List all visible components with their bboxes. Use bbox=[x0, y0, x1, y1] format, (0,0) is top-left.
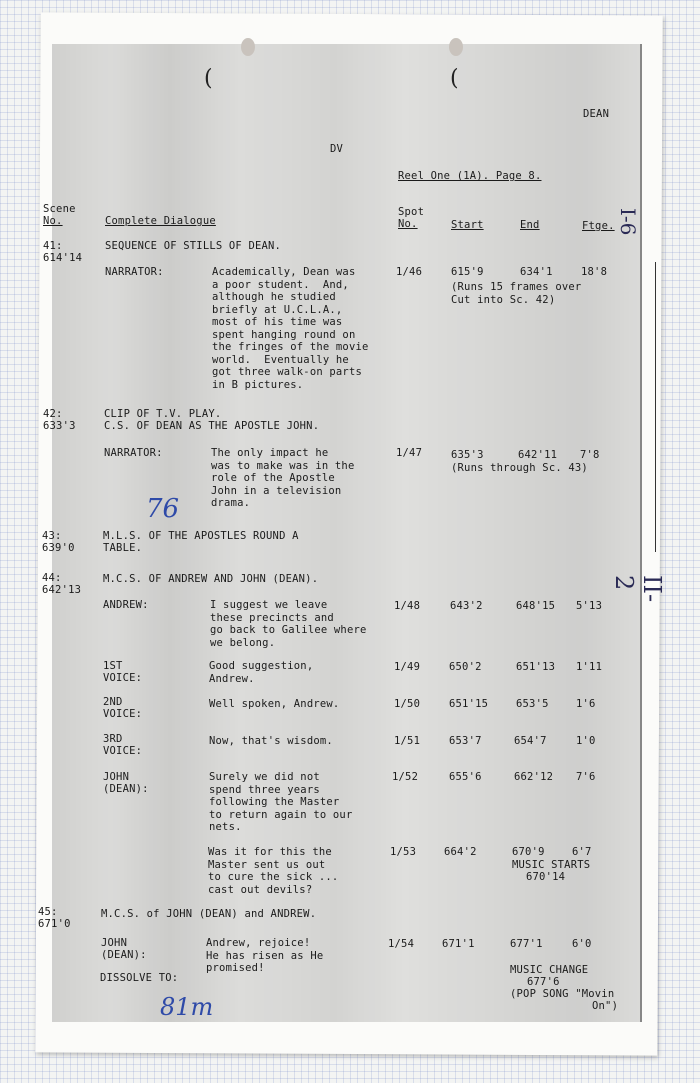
scene-41-note: Cut into Sc. 42) bbox=[451, 293, 556, 306]
andrew-speaker: ANDREW: bbox=[103, 599, 149, 611]
dissolve-to: DISSOLVE TO: bbox=[100, 972, 179, 984]
scene-41-start: 615'9 bbox=[451, 266, 484, 278]
scene-42-speaker: NARRATOR: bbox=[104, 447, 163, 459]
col-spot-2: No. bbox=[398, 218, 418, 230]
scene-41-line: spent hanging round on bbox=[212, 328, 356, 341]
john2-line: to cure the sick ... bbox=[208, 871, 339, 883]
scene-42-heading-2: C.S. OF DEAN AS THE APOSTLE JOHN. bbox=[104, 420, 320, 432]
voice3-line: Now, that's wisdom. bbox=[209, 735, 333, 747]
col-dialogue: Complete Dialogue bbox=[105, 215, 216, 227]
voice1-line: Andrew. bbox=[209, 672, 255, 685]
andrew-end: 648'15 bbox=[516, 600, 556, 612]
scene-41-spot: 1/46 bbox=[396, 266, 423, 278]
scene-44-feet: 642'13 bbox=[42, 584, 82, 596]
margin-bracket-line bbox=[655, 262, 656, 552]
john2-end: 670'9 bbox=[512, 846, 545, 858]
voice1-line: Good suggestion, bbox=[209, 660, 314, 672]
pop-song: (POP SONG "Movin bbox=[510, 988, 615, 1000]
music-change-time: 677'6 bbox=[527, 976, 560, 988]
scene-41-line: got three walk-on parts bbox=[212, 366, 362, 378]
scene-41-end: 634'1 bbox=[520, 266, 553, 278]
john-line: Surely we did not bbox=[209, 771, 320, 783]
john2-line: cast out devils? bbox=[208, 883, 313, 896]
scene-41-line: briefly at U.C.L.A., bbox=[212, 303, 343, 316]
john-line: spend three years bbox=[209, 783, 320, 796]
voice1-start: 650'2 bbox=[449, 661, 482, 673]
handwritten-81m: 81m bbox=[160, 993, 214, 1021]
voice1-ftge: 1'11 bbox=[576, 661, 603, 673]
voice3-speaker: 3RD bbox=[103, 733, 123, 745]
col-spot-1: Spot bbox=[398, 206, 425, 218]
scene-43-feet: 639'0 bbox=[42, 542, 75, 554]
andrew-line: go back to Galilee where bbox=[210, 624, 367, 636]
scene-41-note: (Runs 15 frames over bbox=[451, 281, 582, 293]
scene-42-start: 635'3 bbox=[451, 449, 484, 461]
andrew-line: these precincts and bbox=[210, 611, 334, 624]
scene-43-number: 43: bbox=[42, 530, 62, 542]
pop-song-end: On") bbox=[592, 1000, 619, 1012]
margin-note-roman-2: II-2 bbox=[610, 575, 666, 603]
john-start: 655'6 bbox=[449, 771, 482, 783]
john-45-speaker: JOHN bbox=[101, 937, 128, 949]
col-scene-1: Scene bbox=[43, 203, 76, 215]
music-starts: MUSIC STARTS bbox=[512, 858, 591, 871]
scene-41-line: although he studied bbox=[212, 291, 336, 303]
scene-42-note: (Runs through Sc. 43) bbox=[451, 461, 588, 474]
scene-45-heading: M.C.S. of JOHN (DEAN) and ANDREW. bbox=[101, 908, 317, 920]
binder-mark-right: ( bbox=[450, 66, 459, 91]
scene-42-spot: 1/47 bbox=[396, 447, 423, 459]
andrew-ftge: 5'13 bbox=[576, 600, 603, 612]
scene-42-end: 642'11 bbox=[518, 449, 558, 461]
john2-ftge: 6'7 bbox=[572, 846, 592, 858]
scene-41-heading: SEQUENCE OF STILLS OF DEAN. bbox=[105, 240, 282, 252]
john-spot: 1/52 bbox=[392, 771, 419, 783]
music-starts-time: 670'14 bbox=[526, 871, 566, 883]
scene-45-line: promised! bbox=[206, 962, 265, 974]
voice3-start: 653'7 bbox=[449, 735, 482, 747]
scene-41-line: in B pictures. bbox=[212, 378, 304, 391]
scene-41-line: a poor student. And, bbox=[212, 278, 349, 291]
voice1-speaker: 1ST bbox=[103, 660, 123, 672]
voice2-line: Well spoken, Andrew. bbox=[209, 698, 340, 710]
binder-mark-left: ( bbox=[204, 66, 213, 91]
col-scene-2: No. bbox=[43, 215, 63, 227]
scene-41-ftge: 18'8 bbox=[581, 266, 608, 278]
voice3-end: 654'7 bbox=[514, 735, 547, 747]
scene-41-line: world. Eventually he bbox=[212, 353, 349, 366]
scene-42-ftge: 7'8 bbox=[580, 449, 600, 461]
scene-41-line: the fringes of the movie bbox=[212, 341, 369, 353]
scene-45-feet: 671'0 bbox=[38, 918, 71, 930]
scene-44-number: 44: bbox=[42, 572, 62, 584]
john-end: 662'12 bbox=[514, 771, 554, 783]
john-speaker: JOHN bbox=[103, 771, 130, 783]
scene-42-line: role of the Apostle bbox=[211, 472, 335, 484]
voice2-spot: 1/50 bbox=[394, 698, 421, 710]
andrew-start: 643'2 bbox=[450, 600, 483, 612]
john2-start: 664'2 bbox=[444, 846, 477, 858]
scene-42-line: was to make was in the bbox=[211, 459, 355, 472]
col-ftge: Ftge. bbox=[582, 220, 615, 232]
scene-45-number: 45: bbox=[38, 906, 58, 918]
scene-45-end: 677'1 bbox=[510, 938, 543, 950]
scene-41-speaker: NARRATOR: bbox=[105, 266, 164, 278]
scene-44-heading: M.C.S. OF ANDREW AND JOHN (DEAN). bbox=[103, 573, 319, 585]
punch-hole-right bbox=[449, 38, 463, 56]
scene-42-line: John in a television bbox=[211, 484, 342, 497]
voice2-end: 653'5 bbox=[516, 698, 549, 710]
voice2-start: 651'15 bbox=[449, 698, 489, 710]
scene-45-line: Andrew, rejoice! bbox=[206, 937, 311, 949]
john-speaker: (DEAN): bbox=[103, 783, 149, 795]
andrew-spot: 1/48 bbox=[394, 600, 421, 612]
scene-41-number: 41: bbox=[43, 240, 63, 252]
scene-42-heading-1: CLIP OF T.V. PLAY. bbox=[104, 408, 222, 420]
scene-41-feet: 614'14 bbox=[43, 252, 83, 264]
andrew-line: we belong. bbox=[210, 636, 276, 649]
john-ftge: 7'6 bbox=[576, 771, 596, 783]
voice2-ftge: 1'6 bbox=[576, 698, 596, 710]
voice3-speaker: VOICE: bbox=[103, 745, 143, 757]
punch-hole-left bbox=[241, 38, 255, 56]
scene-45-ftge: 6'0 bbox=[572, 938, 592, 950]
scene-45-start: 671'1 bbox=[442, 938, 475, 950]
col-start: Start bbox=[451, 219, 484, 231]
scene-42-line: The only impact he bbox=[211, 447, 329, 459]
scene-45-spot: 1/54 bbox=[388, 938, 415, 950]
scene-43-heading-1: M.L.S. OF THE APOSTLES ROUND A bbox=[103, 530, 299, 542]
voice2-speaker: VOICE: bbox=[103, 708, 143, 720]
scene-42-number: 42: bbox=[43, 408, 63, 420]
scene-41-line: Academically, Dean was bbox=[212, 266, 356, 278]
header-dean: DEAN bbox=[583, 108, 610, 120]
scene-43-heading-2: TABLE. bbox=[103, 542, 143, 554]
col-end: End bbox=[520, 219, 540, 231]
voice1-speaker: VOICE: bbox=[103, 672, 143, 684]
john2-line: Master sent us out bbox=[208, 858, 326, 871]
scene-42-feet: 633'3 bbox=[43, 420, 76, 432]
voice3-ftge: 1'0 bbox=[576, 735, 596, 747]
scene-41-line: most of his time was bbox=[212, 316, 343, 328]
john-line: to return again to our bbox=[209, 808, 353, 821]
voice1-end: 651'13 bbox=[516, 661, 556, 673]
john-45-speaker: (DEAN): bbox=[101, 949, 147, 961]
john2-line: Was it for this the bbox=[208, 846, 332, 858]
handwritten-76: 76 bbox=[146, 494, 180, 524]
scene-45-line: He has risen as He bbox=[206, 949, 324, 962]
music-change: MUSIC CHANGE bbox=[510, 964, 589, 976]
header-reel: Reel One (1A). Page 8. bbox=[398, 170, 542, 182]
margin-note-roman-1: I-6 bbox=[616, 208, 640, 236]
john2-spot: 1/53 bbox=[390, 846, 417, 858]
voice3-spot: 1/51 bbox=[394, 735, 421, 747]
voice2-speaker: 2ND bbox=[103, 696, 123, 708]
header-dv: DV bbox=[330, 143, 344, 155]
scene-42-line: drama. bbox=[211, 497, 251, 509]
voice1-spot: 1/49 bbox=[394, 661, 421, 673]
john-line: following the Master bbox=[209, 796, 340, 808]
andrew-line: I suggest we leave bbox=[210, 599, 328, 611]
john-line: nets. bbox=[209, 821, 242, 833]
